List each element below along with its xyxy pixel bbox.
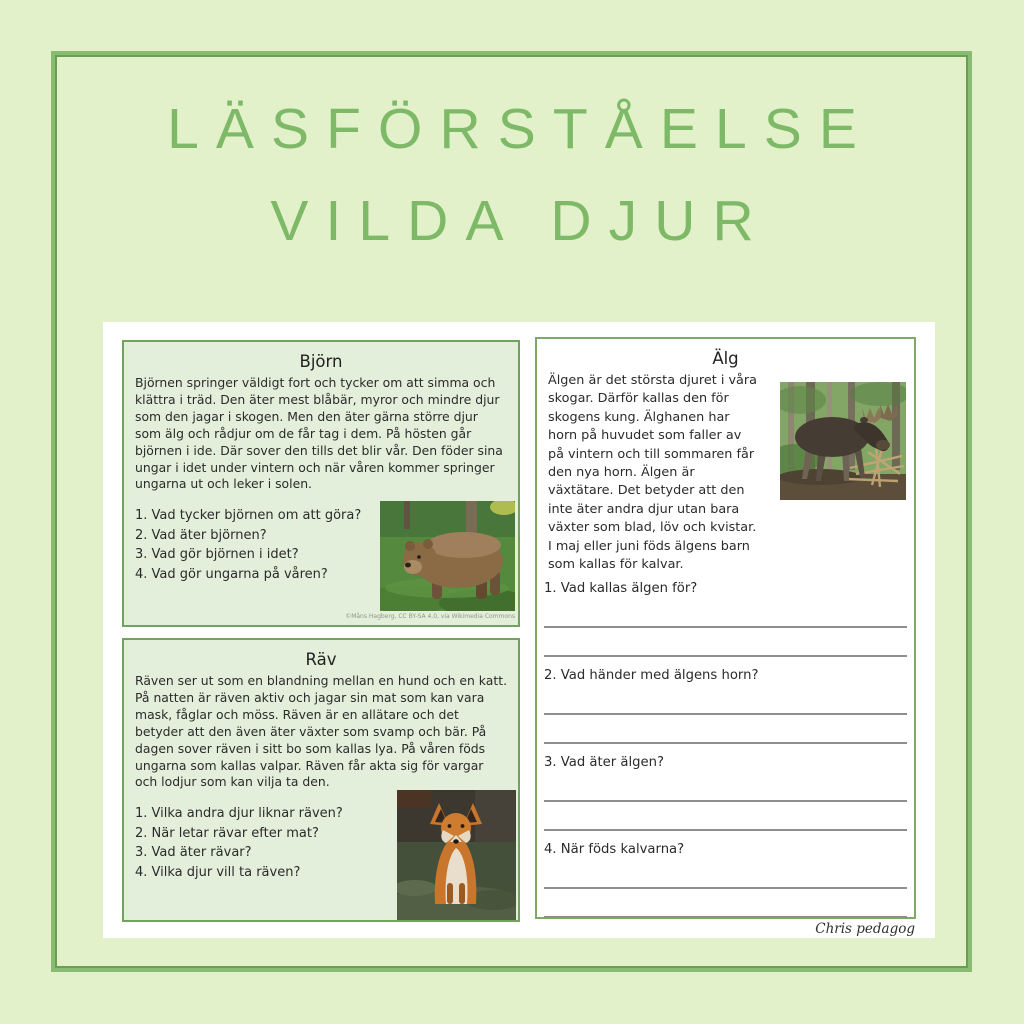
worksheet-title-line2: VILDA DJUR [270, 189, 771, 253]
fox-section-title: Räv [305, 650, 337, 669]
answer-line [544, 860, 907, 889]
question-item: 3. Vad äter rävar? [135, 845, 252, 861]
bear-section-title: Björn [299, 352, 343, 371]
bear-image-credit: ©Måns Hagberg, CC BY-SA 4.0, via Wikimedia Commons [345, 613, 515, 620]
moose-text-row [537, 370, 914, 574]
question-group [544, 666, 907, 744]
answer-line [544, 802, 907, 831]
fox-passage: Räven ser ut som en blandning mellan en hund och en katt. På natten är räven aktiv och jagar sin mat som kan vara mask, fåglar och möss. Räven är en allätare och det betyder att den även äter växter som svamp och bär. På dagen sover räven i sitt bo som kallas lya. På våren föds ungarna som kallas valpar. Räven får akta sig för vargar och lodjur som kan vilja ta den. [135, 673, 508, 790]
moose-questions [544, 579, 907, 927]
moose-section [535, 337, 916, 919]
moose-section-title: Älg [712, 349, 739, 368]
question-group [544, 840, 907, 918]
answer-line [544, 628, 907, 657]
question-group [544, 753, 907, 831]
question-item: 3. Vad gör björnen i idet? [135, 547, 299, 563]
answer-line [544, 889, 907, 918]
question-item: 4. När föds kalvarna? [544, 842, 685, 857]
question-item: 1. Vad kallas älgen för? [544, 581, 698, 596]
question-item: 2. Vad äter björnen? [135, 527, 267, 543]
question-item: 4. Vilka djur vill ta räven? [135, 864, 301, 880]
question-item: 4. Vad gör ungarna på våren? [135, 566, 328, 582]
author-signature: Chris pedagog [815, 921, 915, 937]
fox-questions [135, 804, 387, 882]
bear-section [122, 340, 520, 627]
question-item: 3. Vad äter älgen? [544, 755, 664, 770]
answer-line [544, 715, 907, 744]
worksheet-title-line1: LÄSFÖRSTÅELSE [167, 97, 875, 161]
moose-image [780, 382, 906, 500]
question-item: 1. Vad tycker björnen om att göra? [135, 508, 362, 524]
worksheet-card [103, 322, 935, 938]
fox-image [397, 790, 516, 920]
moose-passage: Älgen är det största djuret i våra skogar. Därför kallas den för skogens kung. Älghanen har horn på huvudet som faller av på vintern och till sommaren får den nya horn. Älgen är växtätare. Det betyder att den inte äter andra djur utan bara växter som blad, löv och kvistar. I maj eller juni föds älgens barn som kallas för kalvar. [548, 373, 757, 573]
question-group [544, 579, 907, 657]
bear-passage: Björnen springer väldigt fort och tycker om att simma och klättra i träd. Den äter mest blåbär, myror och mindre djur som den jagar i skogen. Men den äter gärna större djur som älg och rådjur om de får tag i dem. På hösten går björnen i ide. Där sover den tills det blir vår. Den föder sina ungar i idet under vintern och när våren kommer springer ungarna ut och leker i solen. [135, 375, 503, 492]
question-item: 2. När letar rävar efter mat? [135, 825, 319, 841]
answer-line [544, 773, 907, 802]
bear-questions [135, 506, 387, 584]
fox-section [122, 638, 520, 922]
question-item: 2. Vad händer med älgens horn? [544, 668, 759, 683]
question-item: 1. Vilka andra djur liknar räven? [135, 806, 343, 822]
bear-image [380, 501, 515, 611]
answer-line [544, 686, 907, 715]
answer-line [544, 599, 907, 628]
